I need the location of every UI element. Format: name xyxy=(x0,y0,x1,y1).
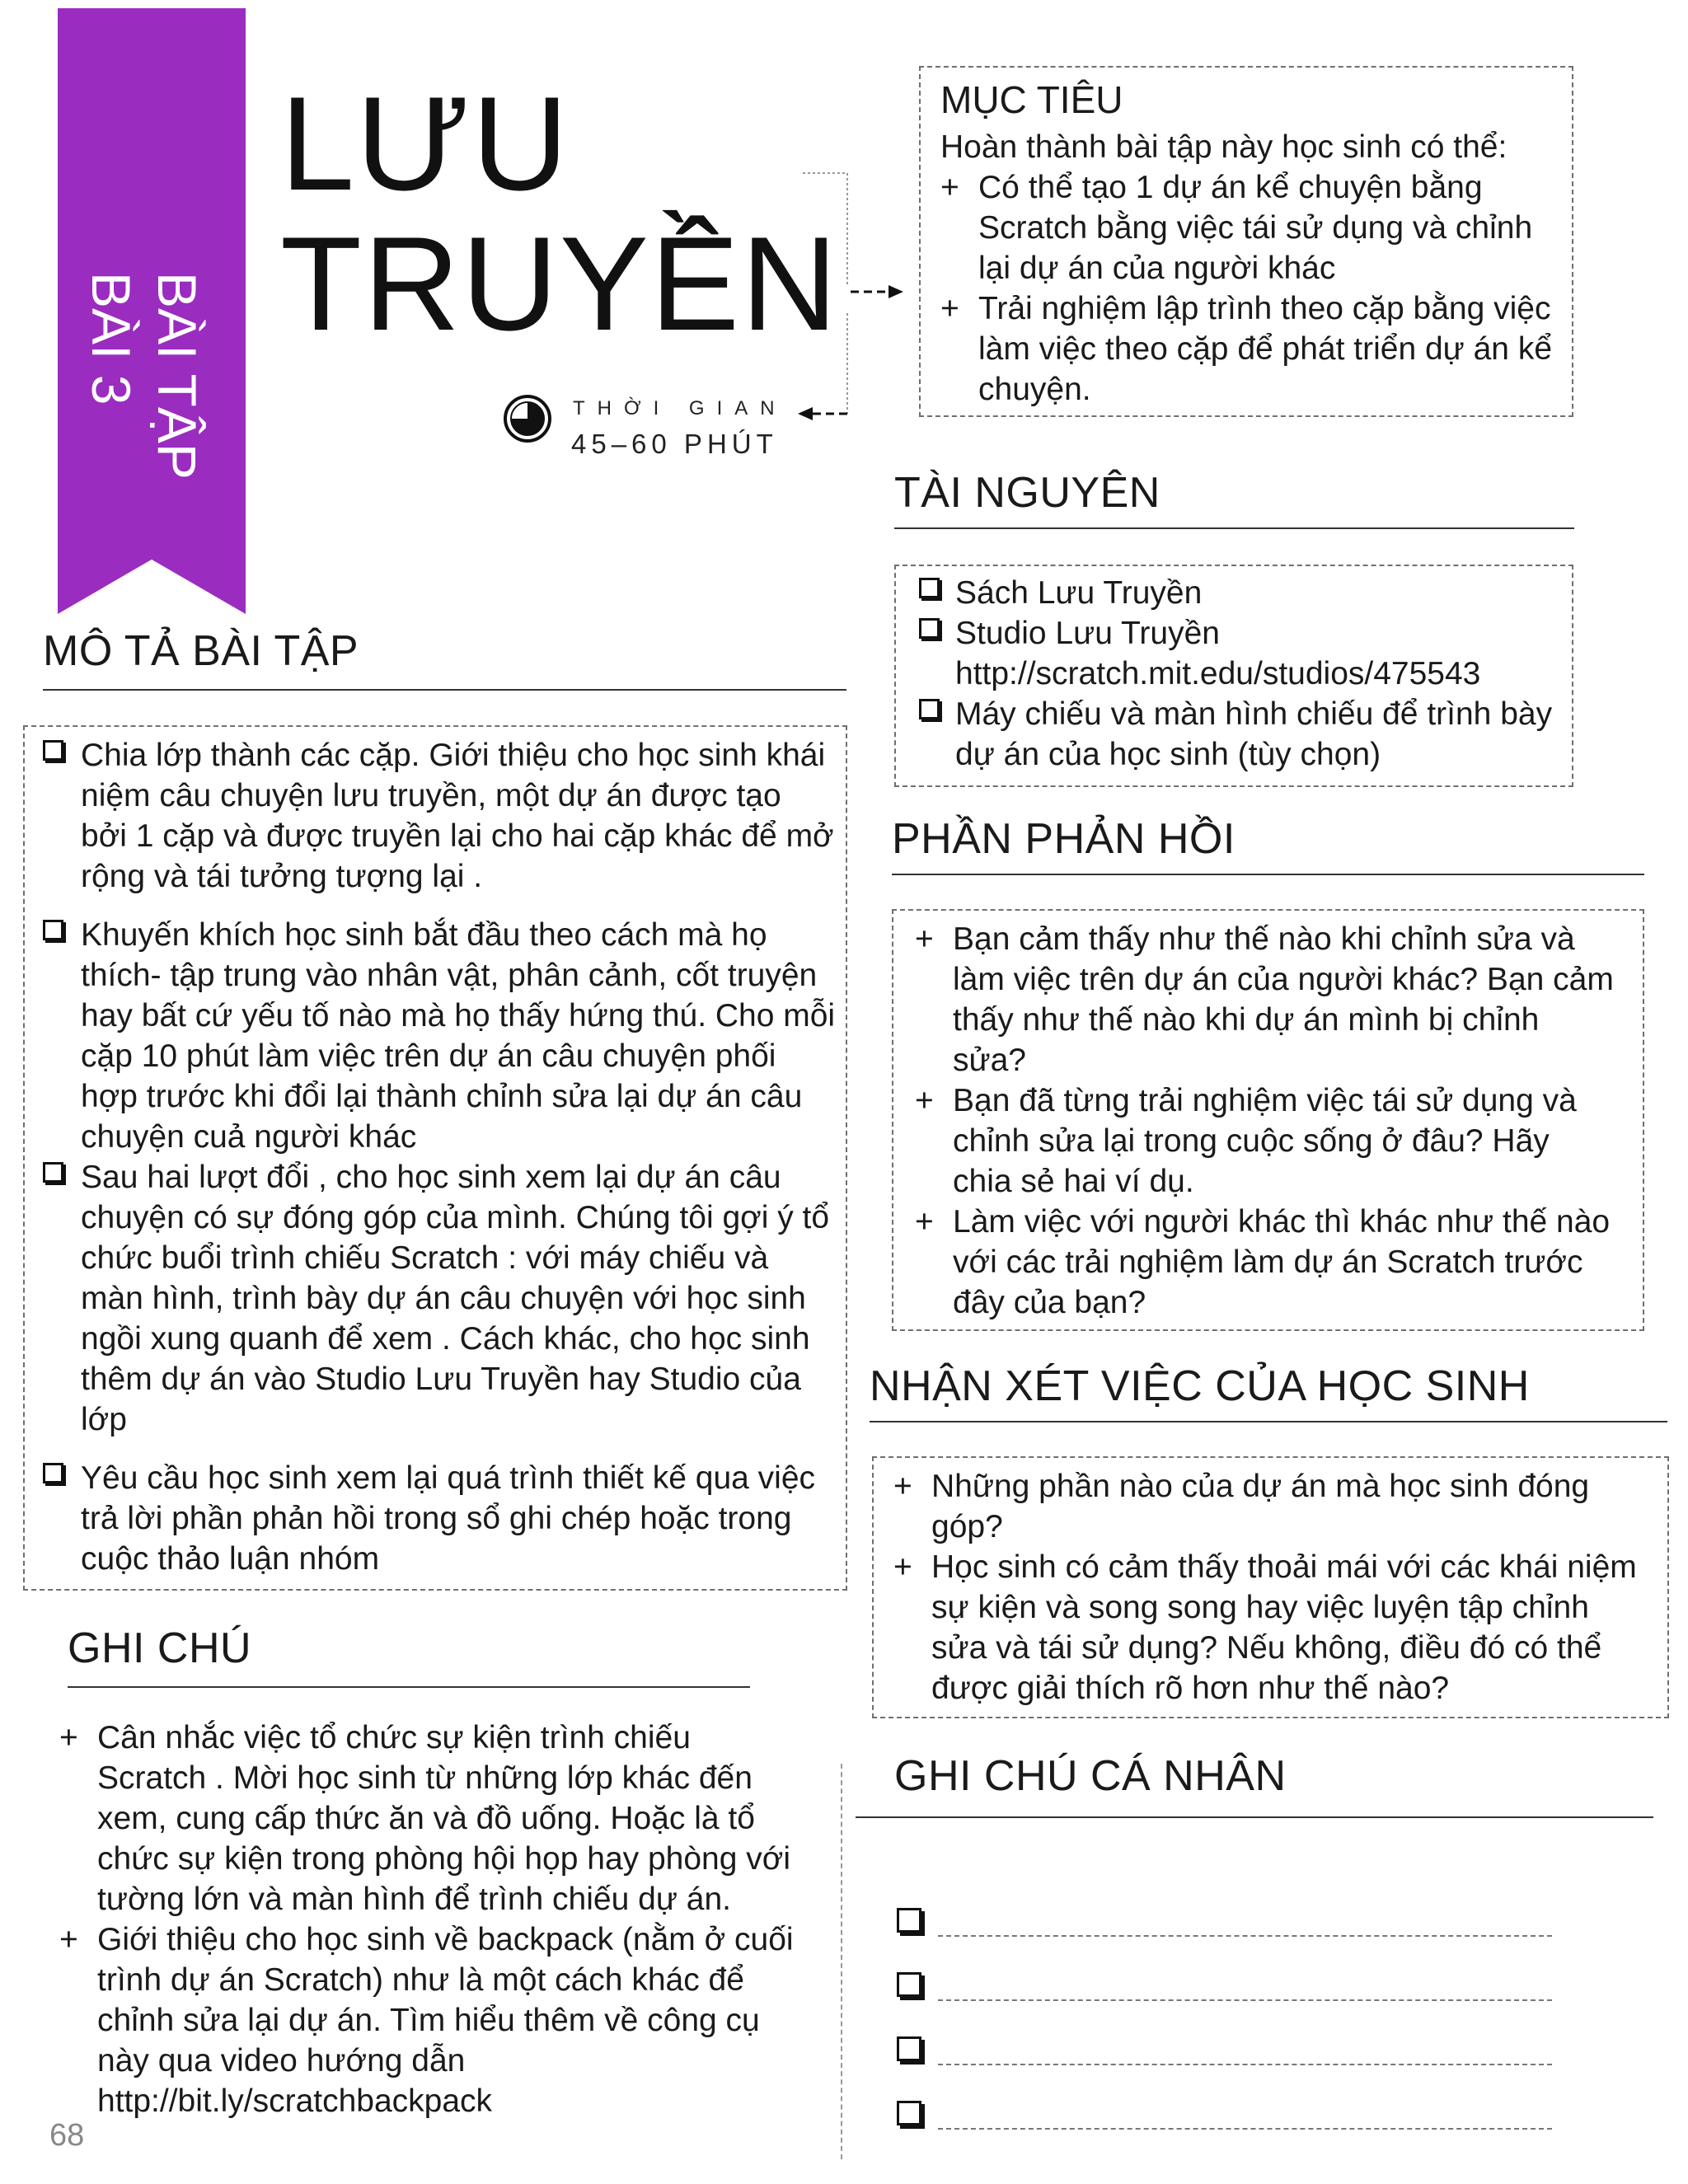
objectives-heading: MỤC TIÊU xyxy=(940,78,1123,121)
resource-item xyxy=(919,613,1554,694)
plus-icon: + xyxy=(940,291,959,326)
resource-text: Sách Lưu Truyền xyxy=(955,575,1203,611)
reflection-text: Bạn cảm thấy như thế nào khi chỉnh sửa và làm việc trên dự án của người khác? Bạn cảm thấy như thế nào khi dự án mình bị chỉnh sửa? xyxy=(953,921,1614,1078)
note-text: Giới thiệu cho học sinh về backpack (nằm ở cuối trình dự án Scratch) như là một cách khác để chỉnh sửa lại dự án. Tìm hiểu thêm về công cụ này qua video hướng dẫn http://bit.ly/scratchbackpack xyxy=(97,1922,794,2119)
description-box xyxy=(23,725,847,1591)
reflection-rule xyxy=(892,874,1644,875)
page-number: 68 xyxy=(49,2118,85,2153)
checkbox-icon xyxy=(43,1463,63,1483)
personal-notes-rule xyxy=(856,1816,1653,1818)
note-item xyxy=(59,1919,801,2121)
description-item xyxy=(43,1458,836,1579)
resources-list xyxy=(919,573,1554,775)
ribbon-label: BÀI TẬP BÀI 3 xyxy=(81,272,208,480)
reflection-text: Làm việc với người khác thì khác như thế nào với các trải nghiệm làm dự án Scratch trước đây của bạn? xyxy=(953,1204,1611,1320)
resource-text: Máy chiếu và màn hình chiếu để trình bày dự án của học sinh (tùy chọn) xyxy=(955,696,1553,772)
checkbox-icon[interactable] xyxy=(897,1972,921,1997)
connector-arrows xyxy=(791,165,907,429)
plus-icon: + xyxy=(893,1549,912,1585)
review-text: Những phần nào của dự án mà học sinh đóng góp? xyxy=(931,1469,1590,1544)
plus-icon: + xyxy=(59,1720,78,1755)
page-title: LƯU TRUYỀN xyxy=(280,69,840,359)
review-heading: NHẬN XÉT VIỆC CỦA HỌC SINH xyxy=(870,1362,1530,1410)
note-line[interactable] xyxy=(938,1999,1552,2001)
reflection-box xyxy=(892,909,1644,1331)
description-item xyxy=(43,735,836,897)
checkbox-icon[interactable] xyxy=(897,2101,921,2125)
reflection-heading: PHẦN PHẢN HỒI xyxy=(892,815,1236,863)
note-item xyxy=(59,1718,801,1919)
notes-list xyxy=(59,1718,801,2121)
plus-icon: + xyxy=(59,1922,78,1957)
reflection-item xyxy=(915,1202,1615,1323)
time-value: 45–60 PHÚT xyxy=(571,429,778,459)
note-line[interactable] xyxy=(938,2128,1552,2130)
objectives-intro: Hoàn thành bài tập này học sinh có thể: xyxy=(940,129,1507,165)
description-item xyxy=(43,1157,836,1440)
description-text: Sau hai lượt đổi , cho học sinh xem lại dự án câu chuyện có sự đóng góp của mình. Chúng tôi gợi ý tổ chức buổi trình chiếu Scratch : với máy chiếu và màn hình, trình bày dự án câu chuyện với học sinh ngồi xung quanh để xem . Cách khác, cho học sinh thêm dự án vào Studio Lưu Truyền hay Studio của lớp xyxy=(81,1160,830,1437)
reflection-list xyxy=(915,919,1615,1323)
checkbox-icon[interactable] xyxy=(897,1908,921,1933)
resource-item xyxy=(919,694,1554,775)
resource-text: Studio Lưu Truyền http://scratch.mit.edu/studios/475543 xyxy=(955,616,1481,691)
plus-icon: + xyxy=(915,1083,934,1118)
review-text: Học sinh có cảm thấy thoải mái với các khái niệm sự kiện và song song hay việc luyện tập chỉnh sửa và tái sử dụng? Nếu không, điều đó có thể được giải thích rõ hơn như thế nào? xyxy=(931,1549,1637,1706)
description-rule xyxy=(43,689,846,691)
objectives-list xyxy=(940,167,1559,410)
review-box xyxy=(872,1456,1669,1718)
resources-rule xyxy=(894,527,1574,529)
description-item xyxy=(43,915,836,1157)
objective-text: Trải nghiệm lập trình theo cặp bằng việc làm việc theo cặp để phát triển dự án kể chuyện. xyxy=(978,291,1553,407)
checkbox-icon xyxy=(919,699,940,719)
clock-icon xyxy=(503,394,552,443)
reflection-text: Bạn đã từng trải nghiệm việc tái sử dụng và chỉnh sửa lại trong cuộc sống ở đâu? Hãy chia sẻ hai ví dụ. xyxy=(953,1083,1577,1199)
review-item xyxy=(893,1466,1652,1547)
plus-icon: + xyxy=(940,170,959,205)
personal-notes-heading: GHI CHÚ CÁ NHÂN xyxy=(894,1752,1287,1800)
checkbox-icon xyxy=(919,618,940,639)
resources-box xyxy=(894,565,1573,787)
objective-text: Có thể tạo 1 dự án kể chuyện bằng Scratch bằng việc tái sử dụng và chỉnh lại dự án của người khác xyxy=(978,170,1533,286)
checkbox-icon xyxy=(919,578,940,598)
reflection-item xyxy=(915,919,1615,1080)
description-text: Chia lớp thành các cặp. Giới thiệu cho học sinh khái niệm câu chuyện lưu truyền, một dự án được tạo bởi 1 cặp và được truyền lại cho hai cặp khác để mở rộng và tái tưởng tượng lại . xyxy=(81,738,834,894)
time-label: THỜI GIAN xyxy=(573,397,787,419)
description-text: Yêu cầu học sinh xem lại quá trình thiết kế qua việc trả lời phần phản hồi trong sổ ghi chép hoặc trong cuộc thảo luận nhóm xyxy=(81,1460,816,1577)
checkbox-icon xyxy=(43,740,63,761)
notes-heading: GHI CHÚ xyxy=(68,1624,252,1672)
resource-item xyxy=(919,573,1554,613)
review-list xyxy=(893,1466,1652,1708)
checkbox-icon xyxy=(43,1162,63,1183)
column-divider xyxy=(841,1764,842,2159)
note-text: Cân nhắc việc tổ chức sự kiện trình chiếu Scratch . Mời học sinh từ những lớp khác đến xem, cung cấp thức ăn và đồ uống. Hoặc là tổ chức sự kiện trong phòng hội họp hay phòng với tường lớn và màn hình để trình chiếu dự án. xyxy=(97,1720,790,1917)
reflection-item xyxy=(915,1080,1615,1202)
objective-item xyxy=(940,167,1559,288)
description-list xyxy=(43,735,836,1579)
review-item xyxy=(893,1547,1652,1708)
plus-icon: + xyxy=(893,1469,912,1504)
objectives-box xyxy=(919,66,1573,417)
review-rule xyxy=(870,1421,1667,1422)
checkbox-icon xyxy=(43,920,63,940)
description-heading: MÔ TẢ BÀI TẬP xyxy=(43,627,359,675)
note-line[interactable] xyxy=(938,1935,1552,1937)
checkbox-icon[interactable] xyxy=(897,2036,921,2061)
note-line[interactable] xyxy=(938,2064,1552,2065)
plus-icon: + xyxy=(915,1204,934,1240)
description-text: Khuyến khích học sinh bắt đầu theo cách mà họ thích- tập trung vào nhân vật, phân cảnh, cốt truyện hay bất cứ yếu tố nào mà họ thấy hứng thú. Cho mỗi cặp 10 phút làm việc trên dự án câu chuyện phối hợp trước khi đổi lại thành chỉnh sửa lại dự án câu chuyện cuả người khác xyxy=(81,917,836,1155)
plus-icon: + xyxy=(915,921,934,957)
resources-heading: TÀI NGUYÊN xyxy=(894,469,1160,517)
notes-rule xyxy=(68,1686,750,1688)
objective-item xyxy=(940,288,1559,410)
